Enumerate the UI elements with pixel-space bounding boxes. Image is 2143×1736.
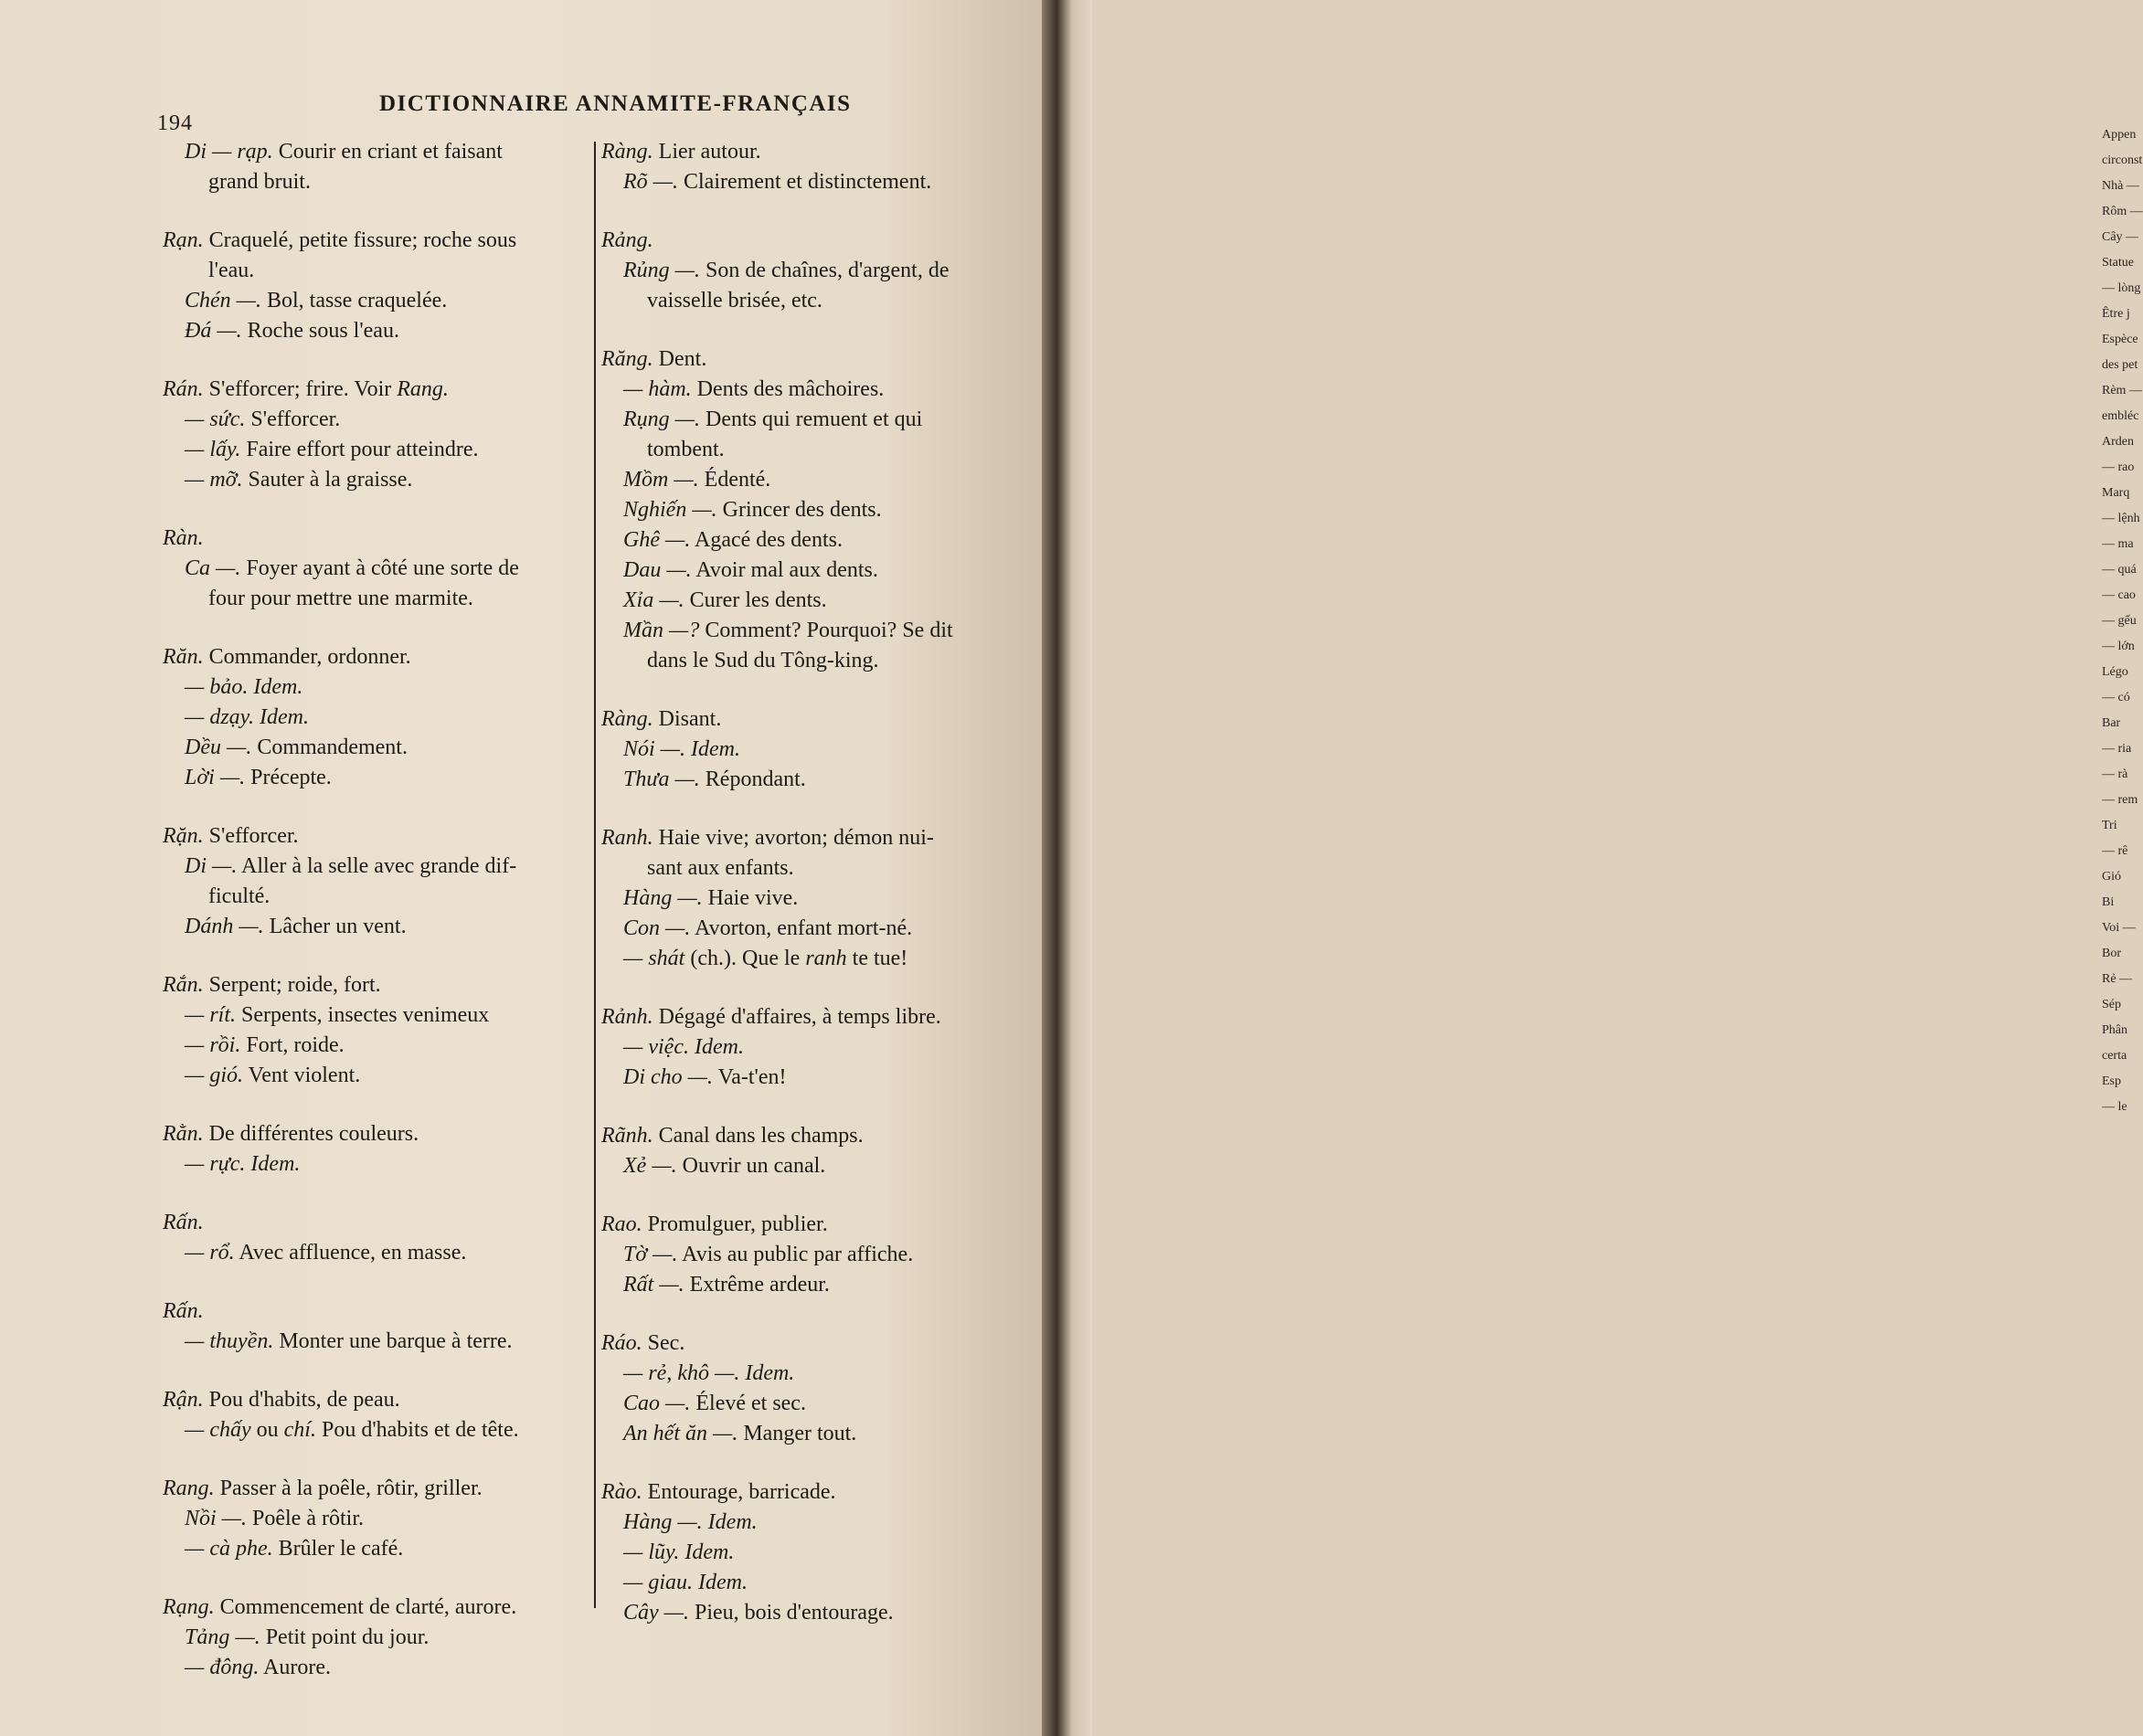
french-definition: sant aux enfants.: [647, 856, 794, 880]
entry-headword-line: [601, 1328, 1035, 1359]
entry-subentry: [163, 1000, 599, 1031]
vietnamese-term: Xỉa —.: [623, 588, 684, 612]
french-definition: (ch.). Que le: [684, 947, 806, 970]
french-definition: Ouvrir un canal.: [676, 1154, 826, 1178]
dictionary-entry: [601, 1002, 1035, 1093]
french-definition: te tue!: [846, 947, 908, 970]
dictionary-entry: [601, 823, 1035, 974]
dictionary-entry: [601, 344, 1035, 676]
entry-headword-line: [601, 344, 1035, 375]
vietnamese-term: — gió.: [185, 1064, 244, 1087]
edge-fragment: — lòng: [2102, 281, 2141, 295]
vietnamese-term: Xẻ —.: [623, 1154, 677, 1178]
vietnamese-term: Rạn.: [163, 228, 204, 252]
entry-subentry: [163, 1504, 599, 1534]
edge-fragment: Sép: [2102, 998, 2121, 1011]
french-definition: Courir en criant et faisant: [272, 140, 503, 164]
book-gutter: [1042, 0, 2143, 1736]
french-definition: Poêle à rôtir.: [247, 1507, 364, 1530]
vietnamese-term: Răn.: [163, 645, 204, 669]
french-definition: Va-t'en!: [713, 1065, 787, 1089]
french-definition: Disant.: [652, 707, 722, 731]
edge-fragment: Tri: [2102, 819, 2117, 832]
french-definition: S'efforcer.: [203, 824, 299, 848]
vietnamese-term: — thuyền.: [185, 1329, 274, 1353]
entry-headword-line: [163, 1297, 599, 1327]
entry-subentry: [601, 616, 1035, 646]
french-definition: Avorton, enfant mort-né.: [690, 916, 913, 940]
entry-subentry: [601, 1151, 1035, 1181]
entry-subentry: [163, 703, 599, 733]
french-definition: S'efforcer.: [245, 408, 341, 431]
entry-subentry: [601, 375, 1035, 405]
french-definition: Monter une barque à terre.: [273, 1329, 513, 1353]
french-definition: De différentes couleurs.: [203, 1122, 419, 1146]
edge-fragment: Esp: [2102, 1074, 2121, 1088]
dictionary-entry: [163, 821, 599, 942]
entry-headword-line: [601, 704, 1035, 735]
french-definition: Petit point du jour.: [260, 1625, 430, 1649]
vietnamese-term: — sức.: [185, 408, 246, 431]
french-definition: Dents qui remuent et qui: [700, 408, 923, 431]
vietnamese-term: — việc. Idem.: [623, 1035, 744, 1059]
edge-fragment: Phân: [2102, 1023, 2127, 1037]
entry-headword-line: [163, 1385, 599, 1415]
entry-subentry: [601, 1389, 1035, 1419]
vietnamese-term: Cao —.: [623, 1392, 691, 1415]
entry-subentry: [601, 1032, 1035, 1063]
vietnamese-term: Tảng —.: [185, 1625, 260, 1649]
vietnamese-term: Thưa —.: [623, 767, 700, 791]
vietnamese-term: Ca —.: [185, 556, 241, 580]
entry-subentry: [163, 286, 599, 316]
entry-headword-line: [163, 524, 599, 554]
entry-headword-line: [163, 642, 599, 672]
french-definition: Pieu, bois d'entourage.: [689, 1601, 894, 1625]
edge-fragment: Rẻ —: [2102, 972, 2133, 986]
dictionary-entry: [601, 226, 1035, 316]
vietnamese-term: Lời —.: [185, 766, 246, 789]
entry-subentry: [601, 256, 1035, 286]
entry-subentry: [163, 1623, 599, 1653]
entry-subentry: [601, 1419, 1035, 1449]
edge-fragment: — lệnh: [2102, 512, 2140, 525]
vietnamese-term: Rảng.: [601, 228, 653, 252]
edge-fragment: Arden: [2102, 435, 2134, 449]
edge-fragment: Bar: [2102, 716, 2121, 730]
vietnamese-term: Ghê —.: [623, 528, 691, 552]
vietnamese-term: Đá —.: [185, 319, 242, 343]
french-definition: Élevé et sec.: [690, 1392, 806, 1415]
french-definition: Extrême ardeur.: [684, 1273, 830, 1297]
french-definition: S'efforcer; frire. Voir: [203, 377, 398, 401]
entry-subentry: [601, 735, 1035, 765]
entry-subentry: [601, 525, 1035, 556]
vietnamese-term: — mỡ.: [185, 468, 243, 492]
entry-subentry: [163, 405, 599, 435]
dictionary-entry: [601, 1210, 1035, 1300]
french-definition: Précepte.: [245, 766, 332, 789]
french-definition: Commander, ordonner.: [203, 645, 411, 669]
edge-fragment: Cây —: [2102, 230, 2139, 244]
french-definition: Dents des mâchoires.: [691, 377, 885, 401]
vietnamese-term: Mồm —.: [623, 468, 699, 492]
entry-subentry: [601, 1063, 1035, 1093]
entry-subentry: [601, 495, 1035, 525]
entry-headword-line: [601, 1477, 1035, 1508]
vietnamese-term: Rấn.: [163, 1299, 204, 1323]
french-definition: Avis au public par affiche.: [677, 1243, 914, 1266]
vietnamese-term: — shát: [623, 947, 685, 970]
entry-subentry: [163, 733, 599, 763]
french-definition: Avec affluence, en masse.: [234, 1241, 467, 1265]
vietnamese-term: Rụng —.: [623, 408, 700, 431]
vietnamese-term: Nồi —.: [185, 1507, 248, 1530]
dictionary-entry: [163, 375, 599, 495]
french-definition: Pou d'habits, de peau.: [203, 1388, 400, 1412]
vietnamese-term: — lũy. Idem.: [623, 1540, 735, 1564]
entry-continuation: [163, 584, 599, 614]
french-definition: Dégagé d'affaires, à temps libre.: [652, 1005, 941, 1029]
vietnamese-term: Ràng.: [601, 140, 653, 164]
dictionary-entry: [163, 1119, 599, 1180]
vietnamese-term: Ràng.: [601, 707, 653, 731]
vietnamese-term: Rảnh.: [601, 1005, 653, 1029]
edge-fragment: circonst: [2102, 153, 2143, 167]
entry-headword-line: [163, 1208, 599, 1238]
vietnamese-term: — cà phe.: [185, 1537, 273, 1561]
edge-fragment: certa: [2102, 1049, 2127, 1063]
entry-headword-line: [601, 1002, 1035, 1032]
french-definition: Clairement et distinctement.: [678, 170, 932, 194]
entry-subentry: [601, 1538, 1035, 1568]
vietnamese-term: — giau. Idem.: [623, 1571, 748, 1594]
vietnamese-term: Rao.: [601, 1212, 642, 1236]
edge-fragment: — ria: [2102, 742, 2132, 756]
french-definition: Haie vive; avorton; démon nui-: [652, 826, 934, 850]
edge-fragment: Légo: [2102, 665, 2128, 679]
french-definition: Fort, roide.: [240, 1033, 345, 1057]
entry-headword-line: [163, 1474, 599, 1504]
french-definition: Grincer des dents.: [716, 498, 882, 522]
french-definition: tombent.: [647, 438, 725, 461]
page-number: 194: [157, 111, 193, 135]
french-definition: Avoir mal aux dents.: [691, 558, 878, 582]
dictionary-entry: [163, 1474, 599, 1564]
entry-subentry: [163, 137, 599, 167]
vietnamese-term: Rãnh.: [601, 1124, 653, 1148]
vietnamese-term: — rồi.: [185, 1033, 241, 1057]
vietnamese-term: Rận.: [163, 1388, 204, 1412]
french-definition: Comment? Pourquoi? Se dit: [699, 619, 953, 642]
dictionary-entry: [601, 1477, 1035, 1628]
dictionary-entry: [601, 1121, 1035, 1181]
vietnamese-term: An hết ăn —.: [623, 1422, 738, 1445]
vietnamese-term: Rất —.: [623, 1273, 684, 1297]
french-definition: Faire effort pour atteindre.: [240, 438, 479, 461]
vietnamese-term: chí.: [283, 1418, 316, 1442]
french-definition: Aller à la selle avec grande dif-: [237, 854, 517, 878]
edge-fragment: — le: [2102, 1100, 2127, 1114]
french-definition: Vent violent.: [243, 1064, 361, 1087]
french-definition: four pour mettre une marmite.: [208, 587, 473, 610]
edge-fragment: Rèm —: [2102, 384, 2142, 397]
dictionary-entry: [163, 1593, 599, 1683]
entry-subentry: [601, 556, 1035, 586]
entry-headword-line: [163, 226, 599, 256]
entry-continuation: [601, 435, 1035, 465]
entry-subentry: [163, 554, 599, 584]
vietnamese-term: — bảo. Idem.: [185, 675, 303, 699]
edge-fragment: Rôm —: [2102, 205, 2143, 218]
entry-headword-line: [601, 137, 1035, 167]
entry-subentry: [601, 1598, 1035, 1628]
vietnamese-term: Rắn.: [163, 973, 204, 997]
dictionary-entry: [163, 1297, 599, 1357]
entry-subentry: [163, 672, 599, 703]
vietnamese-term: Dánh —.: [185, 915, 264, 938]
vietnamese-term: Di cho —.: [623, 1065, 713, 1089]
french-definition: Édenté.: [698, 468, 771, 492]
entry-continuation: [163, 167, 599, 197]
edge-fragment: Appen: [2102, 128, 2137, 142]
edge-fragment: — rê: [2102, 844, 2128, 858]
entry-continuation: [163, 256, 599, 286]
entry-headword-line: [163, 970, 599, 1000]
vietnamese-term: Rủng —.: [623, 259, 700, 282]
entry-subentry: [601, 1568, 1035, 1598]
entry-headword-line: [601, 1210, 1035, 1240]
french-definition: Promulguer, publier.: [642, 1212, 828, 1236]
vietnamese-term: — rực. Idem.: [185, 1152, 301, 1176]
vietnamese-term: Rặn.: [163, 824, 204, 848]
entry-subentry: [163, 1149, 599, 1180]
entry-subentry: [163, 1238, 599, 1268]
edge-fragment: Nhà —: [2102, 179, 2139, 193]
vietnamese-term: Ràn.: [163, 526, 204, 550]
edge-fragment: — ma: [2102, 537, 2134, 551]
french-definition: Lier autour.: [652, 140, 761, 164]
dictionary-entry: [601, 1328, 1035, 1449]
french-definition: Commencement de clarté, aurore.: [214, 1595, 517, 1619]
french-definition: Manger tout.: [737, 1422, 857, 1445]
vietnamese-term: Di —.: [185, 854, 238, 878]
edge-fragment: — quá: [2102, 563, 2137, 577]
vietnamese-term: Rấn.: [163, 1211, 204, 1234]
french-definition: Canal dans les champs.: [652, 1124, 864, 1148]
entry-headword-line: [163, 1119, 599, 1149]
entry-subentry: [163, 1534, 599, 1564]
edge-fragment: — cao: [2102, 588, 2136, 602]
edge-fragment: Espèce: [2102, 333, 2138, 346]
edge-fragment: Bor: [2102, 947, 2121, 960]
vietnamese-term: Rào.: [601, 1480, 642, 1504]
french-definition: Entourage, barricade.: [642, 1480, 836, 1504]
vietnamese-term: Răng.: [601, 347, 653, 371]
french-definition: Sauter à la graisse.: [242, 468, 413, 492]
french-definition: Bol, tasse craquelée.: [261, 289, 448, 312]
french-definition: Commandement.: [251, 736, 408, 759]
entry-subentry: [601, 884, 1035, 914]
french-definition: Haie vive.: [702, 886, 799, 910]
vietnamese-term: — dzạy. Idem.: [185, 705, 309, 729]
entry-subentry: [163, 1327, 599, 1357]
french-definition: ficulté.: [208, 884, 271, 908]
entry-subentry: [163, 316, 599, 346]
edge-fragment: Bi: [2102, 895, 2115, 909]
edge-fragment: — rem: [2102, 793, 2138, 807]
entry-subentry: [601, 765, 1035, 795]
left-column: [163, 137, 599, 1711]
vietnamese-term: Dau —.: [623, 558, 692, 582]
edge-fragment: — lớn: [2102, 640, 2135, 653]
french-definition: Agacé des dents.: [690, 528, 843, 552]
entry-subentry: [601, 465, 1035, 495]
entry-subentry: [601, 1270, 1035, 1300]
entry-headword-line: [601, 823, 1035, 853]
entry-subentry: [163, 763, 599, 793]
vietnamese-term: Cây —.: [623, 1601, 689, 1625]
entry-headword-line: [601, 1121, 1035, 1151]
french-definition: dans le Sud du Tông-king.: [647, 649, 879, 672]
vietnamese-term: Dều —.: [185, 736, 252, 759]
vietnamese-term: Rán.: [163, 377, 204, 401]
edge-fragment: — rà: [2102, 767, 2128, 781]
edge-fragment: embléc: [2102, 409, 2139, 423]
edge-fragment: Gió: [2102, 870, 2121, 884]
vietnamese-term: — chấy: [185, 1418, 251, 1442]
french-definition: Son de chaînes, d'argent, de: [700, 259, 949, 282]
entry-continuation: [601, 853, 1035, 884]
entry-subentry: [601, 1240, 1035, 1270]
entry-subentry: [601, 944, 1035, 974]
dictionary-entry: [163, 1385, 599, 1445]
entry-subentry: [163, 1061, 599, 1091]
vietnamese-term: Ráo.: [601, 1331, 642, 1355]
entry-headword-line: [163, 375, 599, 405]
entry-headword-line: [163, 1593, 599, 1623]
vietnamese-term: — đông.: [185, 1656, 260, 1679]
edge-fragment: — rao: [2102, 460, 2135, 474]
dictionary-page: [0, 0, 1042, 1736]
vietnamese-term: ranh: [805, 947, 847, 970]
french-definition: Répondant.: [699, 767, 806, 791]
french-definition: Sec.: [642, 1331, 685, 1355]
french-definition: Brûler le café.: [272, 1537, 404, 1561]
edge-fragment: — gếu: [2102, 614, 2137, 628]
vietnamese-term: Mần —?: [623, 619, 700, 642]
entry-subentry: [601, 1508, 1035, 1538]
edge-fragment: Marq: [2102, 486, 2130, 500]
french-definition: Passer à la poêle, rôtir, griller.: [214, 1477, 483, 1500]
vietnamese-term: Di — rạp.: [185, 140, 273, 164]
vietnamese-term: Rằn.: [163, 1122, 204, 1146]
vietnamese-term: — lấy.: [185, 438, 241, 461]
entry-subentry: [163, 1415, 599, 1445]
vietnamese-term: Rang.: [163, 1477, 215, 1500]
dictionary-entry: [163, 226, 599, 346]
edge-fragment: Être j: [2102, 307, 2130, 321]
vietnamese-term: Hàng —. Idem.: [623, 1510, 758, 1534]
dictionary-entry: [601, 704, 1035, 795]
vietnamese-term: — rẻ, khô —. Idem.: [623, 1361, 795, 1385]
french-definition: Craquelé, petite fissure; roche sous: [203, 228, 517, 252]
entry-subentry: [163, 912, 599, 942]
french-definition: Pou d'habits et de tête.: [315, 1418, 519, 1442]
dictionary-entry: [601, 137, 1035, 197]
entry-subentry: [601, 405, 1035, 435]
vietnamese-term: — rổ.: [185, 1241, 235, 1265]
french-definition: Curer les dents.: [684, 588, 827, 612]
french-definition: grand bruit.: [208, 170, 311, 194]
vietnamese-term: Nghiến —.: [623, 498, 717, 522]
dictionary-entry: [163, 1208, 599, 1268]
entry-subentry: [163, 435, 599, 465]
entry-continuation: [601, 286, 1035, 316]
dictionary-entry: [163, 970, 599, 1091]
french-definition: Dent.: [652, 347, 707, 371]
french-definition: ou: [250, 1418, 284, 1442]
vietnamese-term: Con —.: [623, 916, 691, 940]
vietnamese-term: Ranh.: [601, 826, 653, 850]
vietnamese-term: Rõ —.: [623, 170, 678, 194]
vietnamese-term: Rạng.: [163, 1595, 215, 1619]
entry-headword-line: [163, 821, 599, 852]
entry-subentry: [163, 852, 599, 882]
french-definition: vaisselle brisée, etc.: [647, 289, 822, 312]
vietnamese-term: Chén —.: [185, 289, 261, 312]
edge-fragment: Voi —: [2102, 921, 2136, 935]
edge-fragment: Statue: [2102, 256, 2134, 270]
entry-subentry: [601, 586, 1035, 616]
dictionary-entry: [163, 137, 599, 197]
next-page-edge: [2102, 128, 2143, 1126]
vietnamese-term: — rít.: [185, 1003, 237, 1027]
vietnamese-term: Tờ —.: [623, 1243, 678, 1266]
vietnamese-term: Hàng —.: [623, 886, 703, 910]
dictionary-entry: [163, 642, 599, 793]
entry-subentry: [601, 167, 1035, 197]
french-definition: l'eau.: [208, 259, 255, 282]
french-definition: Serpent; roide, fort.: [203, 973, 381, 997]
entry-headword-line: [601, 226, 1035, 256]
french-definition: Foyer ayant à côté une sorte de: [240, 556, 519, 580]
right-column: [601, 137, 1035, 1657]
entry-subentry: [163, 1653, 599, 1683]
page-title: DICTIONNAIRE ANNAMITE-FRANÇAIS: [379, 91, 852, 116]
edge-fragment: — có: [2102, 691, 2130, 704]
french-definition: Roche sous l'eau.: [241, 319, 399, 343]
vietnamese-term: — hàm.: [623, 377, 692, 401]
french-definition: Aurore.: [259, 1656, 331, 1679]
entry-continuation: [163, 882, 599, 912]
french-definition: Lâcher un vent.: [263, 915, 407, 938]
dictionary-entry: [163, 524, 599, 614]
entry-subentry: [601, 914, 1035, 944]
vietnamese-term: Rang.: [397, 377, 449, 401]
french-definition: Serpents, insectes venimeux: [236, 1003, 490, 1027]
entry-continuation: [601, 646, 1035, 676]
entry-subentry: [163, 1031, 599, 1061]
entry-subentry: [163, 465, 599, 495]
vietnamese-term: Nói —. Idem.: [623, 737, 740, 761]
edge-fragment: des pet: [2102, 358, 2138, 372]
entry-subentry: [601, 1359, 1035, 1389]
